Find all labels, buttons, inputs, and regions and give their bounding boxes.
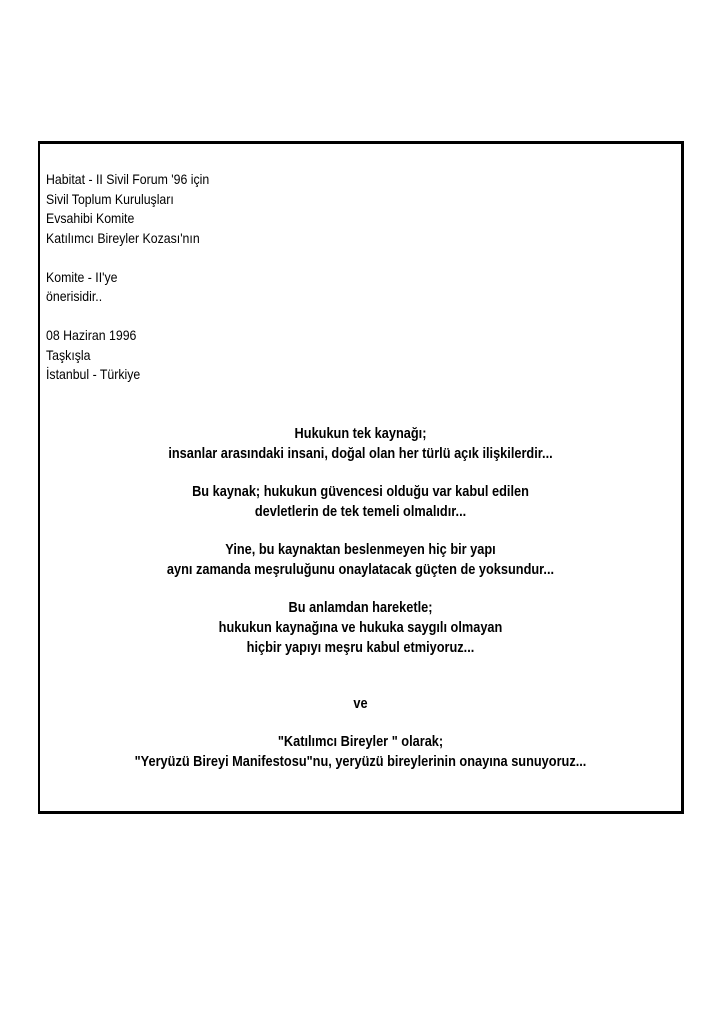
- closing-line: "Yeryüzü Bireyi Manifestosu"nu, yeryüzü bireylerinin onayına sunuyoruz...: [134, 754, 587, 770]
- conjunction-text: ve: [353, 696, 368, 712]
- closing-paragraph: [40, 732, 681, 772]
- date-line: 08 Haziran 1996: [46, 327, 137, 343]
- place-line: Taşkışla: [46, 346, 91, 363]
- header-line: Katılımcı Bireyler Kozası'nın: [46, 229, 200, 246]
- statement-paragraph: [40, 540, 681, 580]
- statement-paragraph: [40, 424, 681, 464]
- closing-line: "Katılımcı Bireyler " olarak;: [277, 734, 444, 750]
- statement-paragraph: [40, 482, 681, 522]
- document-frame: [38, 141, 684, 814]
- header-line: Sivil Toplum Kuruluşları: [46, 190, 174, 207]
- spacer: [46, 248, 209, 268]
- statement-line: hiçbir yapıyı meşru kabul etmiyoruz...: [246, 640, 475, 656]
- statement-line: insanlar arasındaki insani, doğal olan her türlü açık ilişkilerdir...: [168, 446, 553, 462]
- proposal-line: önerisidir..: [46, 288, 103, 304]
- proposal-line: Komite - II'ye: [46, 268, 118, 285]
- statement-line: Yine, bu kaynaktan beslenmeyen hiç bir yapı: [225, 542, 496, 558]
- statement-line: Hukukun tek kaynağı;: [294, 426, 427, 442]
- header-line: Habitat - II Sivil Forum '96 için: [46, 171, 210, 187]
- statement-line: Bu anlamdan hareketle;: [288, 600, 433, 616]
- statement-line: Bu kaynak; hukukun güvencesi olduğu var kabul edilen: [192, 484, 529, 500]
- statement-line: devletlerin de tek temeli olmalıdır...: [254, 504, 467, 520]
- conjunction-paragraph: [40, 694, 681, 714]
- header-line: Evsahibi Komite: [46, 210, 135, 226]
- header-block: [46, 170, 209, 385]
- spacer: [46, 307, 209, 327]
- place-line: İstanbul - Türkiye: [46, 366, 141, 382]
- statement-line: hukukun kaynağına ve hukuka saygılı olmayan: [218, 620, 503, 636]
- statement-block: [40, 424, 681, 790]
- statement-line: aynı zamanda meşruluğunu onaylatacak güçten de yoksundur...: [166, 562, 555, 578]
- statement-paragraph: [40, 598, 681, 658]
